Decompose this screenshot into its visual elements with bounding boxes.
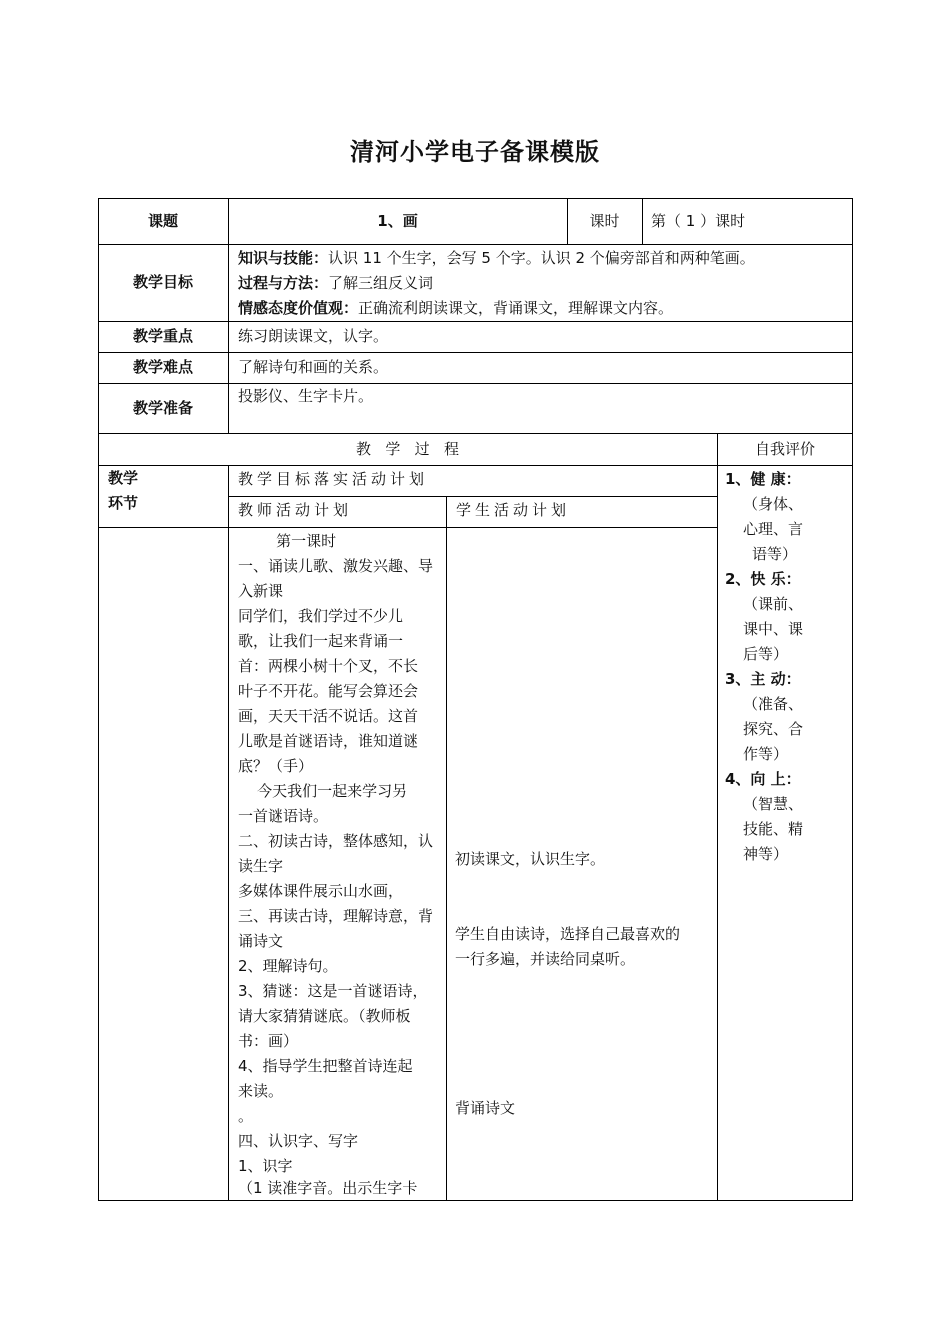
self-eval-text: （智慧、 xyxy=(743,795,804,813)
col-divider xyxy=(228,465,229,1201)
self-eval-happy: 2、快 乐： xyxy=(725,570,801,588)
teacher-line: 入新课 xyxy=(238,582,284,600)
self-eval-upward: 4、向 上： xyxy=(725,770,801,788)
stage-label-1: 教学 xyxy=(108,469,139,487)
self-eval-active: 3、主 动： xyxy=(725,670,801,688)
self-eval-text: 技能、精 xyxy=(743,820,804,838)
difficulties-text: 了解诗句和画的关系。 xyxy=(238,358,389,376)
row-divider xyxy=(98,465,853,466)
period-label: 课时 xyxy=(589,212,620,230)
student-activity-2b: 一行多遍，并读给同桌听。 xyxy=(455,950,636,968)
preparation-label: 教学准备 xyxy=(132,399,193,417)
process-title: 教 学 过 程 xyxy=(356,440,459,458)
row-divider xyxy=(228,496,717,497)
goal-knowledge-label: 知识与技能： xyxy=(238,249,329,267)
preparation-text: 投影仪、生字卡片。 xyxy=(238,387,374,405)
row-divider xyxy=(98,244,853,245)
goal-process-text: 了解三组反义词 xyxy=(328,274,434,292)
teacher-line: 读生字 xyxy=(238,857,284,875)
page-title: 清河小学电子备课模版 xyxy=(350,138,600,166)
period-value: 第（ 1 ）课时 xyxy=(651,212,746,230)
teacher-line: 。 xyxy=(238,1107,254,1125)
row-divider xyxy=(98,383,853,384)
goal-emotion-text: 正确流利朗读课文，背诵课文，理解课文内容。 xyxy=(358,299,674,317)
self-eval-text: 心理、言 xyxy=(743,520,804,538)
teacher-line: 来读。 xyxy=(238,1082,284,1100)
teacher-line: 3、猜谜：这是一首谜语诗， xyxy=(238,982,428,1000)
teacher-line: 第一课时 xyxy=(238,532,337,550)
self-eval-text: 语等） xyxy=(752,545,798,563)
teacher-line: 同学们，我们学过不少儿 xyxy=(238,607,404,625)
plan-title: 教学目标落实活动计划 xyxy=(238,470,429,488)
row-divider xyxy=(98,527,717,528)
student-activity-1: 初读课文，认识生字。 xyxy=(455,850,606,868)
teacher-line: 画，天天干活不说话。这首 xyxy=(238,707,419,725)
goal-emotion xyxy=(238,296,673,321)
teacher-line: 1、识字 xyxy=(238,1157,293,1175)
self-eval-text: 后等） xyxy=(743,645,789,663)
col-divider xyxy=(642,198,643,244)
teacher-line: 2、理解诗句。 xyxy=(238,957,338,975)
teacher-line: 4、指导学生把整首诗连起 xyxy=(238,1057,413,1075)
teacher-line: 叶子不开花。能写会算还会 xyxy=(238,682,419,700)
teacher-line: 二、初读古诗，整体感知，认 xyxy=(238,832,434,850)
self-eval-text: （身体、 xyxy=(743,495,804,513)
teacher-line: 书：画） xyxy=(238,1032,299,1050)
teacher-line: （1 读准字音。出示生字卡 xyxy=(238,1179,418,1197)
teacher-line: 四、认识字、写字 xyxy=(238,1132,359,1150)
teacher-line: 一、诵读儿歌、激发兴趣、导 xyxy=(238,557,434,575)
self-eval-health: 1、健 康： xyxy=(725,470,801,488)
student-plan-title: 学生活动计划 xyxy=(456,501,571,519)
self-eval-text: 课中、课 xyxy=(743,620,804,638)
goal-emotion-label: 情感态度价值观： xyxy=(238,299,359,317)
difficulties-label: 教学难点 xyxy=(132,358,193,376)
goal-process xyxy=(238,271,433,296)
teacher-line: 一首谜语诗。 xyxy=(238,807,329,825)
teacher-line: 诵诗文 xyxy=(238,932,284,950)
self-eval-text: 神等） xyxy=(743,845,789,863)
self-eval-text: （准备、 xyxy=(743,695,804,713)
row-divider xyxy=(98,433,853,434)
teacher-line: 请大家猜猜谜底。（教师板 xyxy=(238,1007,411,1025)
teacher-line: 三、再读古诗，理解诗意，背 xyxy=(238,907,434,925)
goal-knowledge xyxy=(238,246,755,271)
teacher-plan-title: 教师活动计划 xyxy=(238,501,353,519)
self-eval-text: （课前、 xyxy=(743,595,804,613)
key-points-text: 练习朗读课文，认字。 xyxy=(238,327,389,345)
row-divider xyxy=(98,321,853,322)
col-divider xyxy=(717,433,718,1201)
student-activity-2a: 学生自由读诗，选择自己最喜欢的 xyxy=(455,925,681,943)
student-activity-3: 背诵诗文 xyxy=(455,1099,516,1117)
self-eval-text: 探究、合 xyxy=(743,720,804,738)
teacher-line: 首：两棵小树十个叉，不长 xyxy=(238,657,419,675)
teacher-line: 底？（手） xyxy=(238,757,314,775)
self-eval-text: 作等） xyxy=(743,745,789,763)
teacher-line: 多媒体课件展示山水画， xyxy=(238,882,404,900)
col-divider xyxy=(446,496,447,1201)
teacher-line: 儿歌是首谜语诗，谁知道谜 xyxy=(238,732,419,750)
goal-knowledge-text: 认识 11 个生字，会写 5 个字。认识 2 个偏旁部首和两种笔画。 xyxy=(328,249,755,267)
goals-label: 教学目标 xyxy=(132,273,193,291)
stage-label-2: 环节 xyxy=(108,494,139,512)
key-points-label: 教学重点 xyxy=(132,327,193,345)
teacher-line: 今天我们一起来学习另 xyxy=(238,782,408,800)
self-eval-title: 自我评价 xyxy=(754,440,815,458)
row-divider xyxy=(98,352,853,353)
topic-label: 课题 xyxy=(147,212,178,230)
teacher-line: 歌，让我们一起来背诵一 xyxy=(238,632,404,650)
topic-value: 1、画 xyxy=(377,212,418,230)
goal-process-label: 过程与方法： xyxy=(238,274,329,292)
